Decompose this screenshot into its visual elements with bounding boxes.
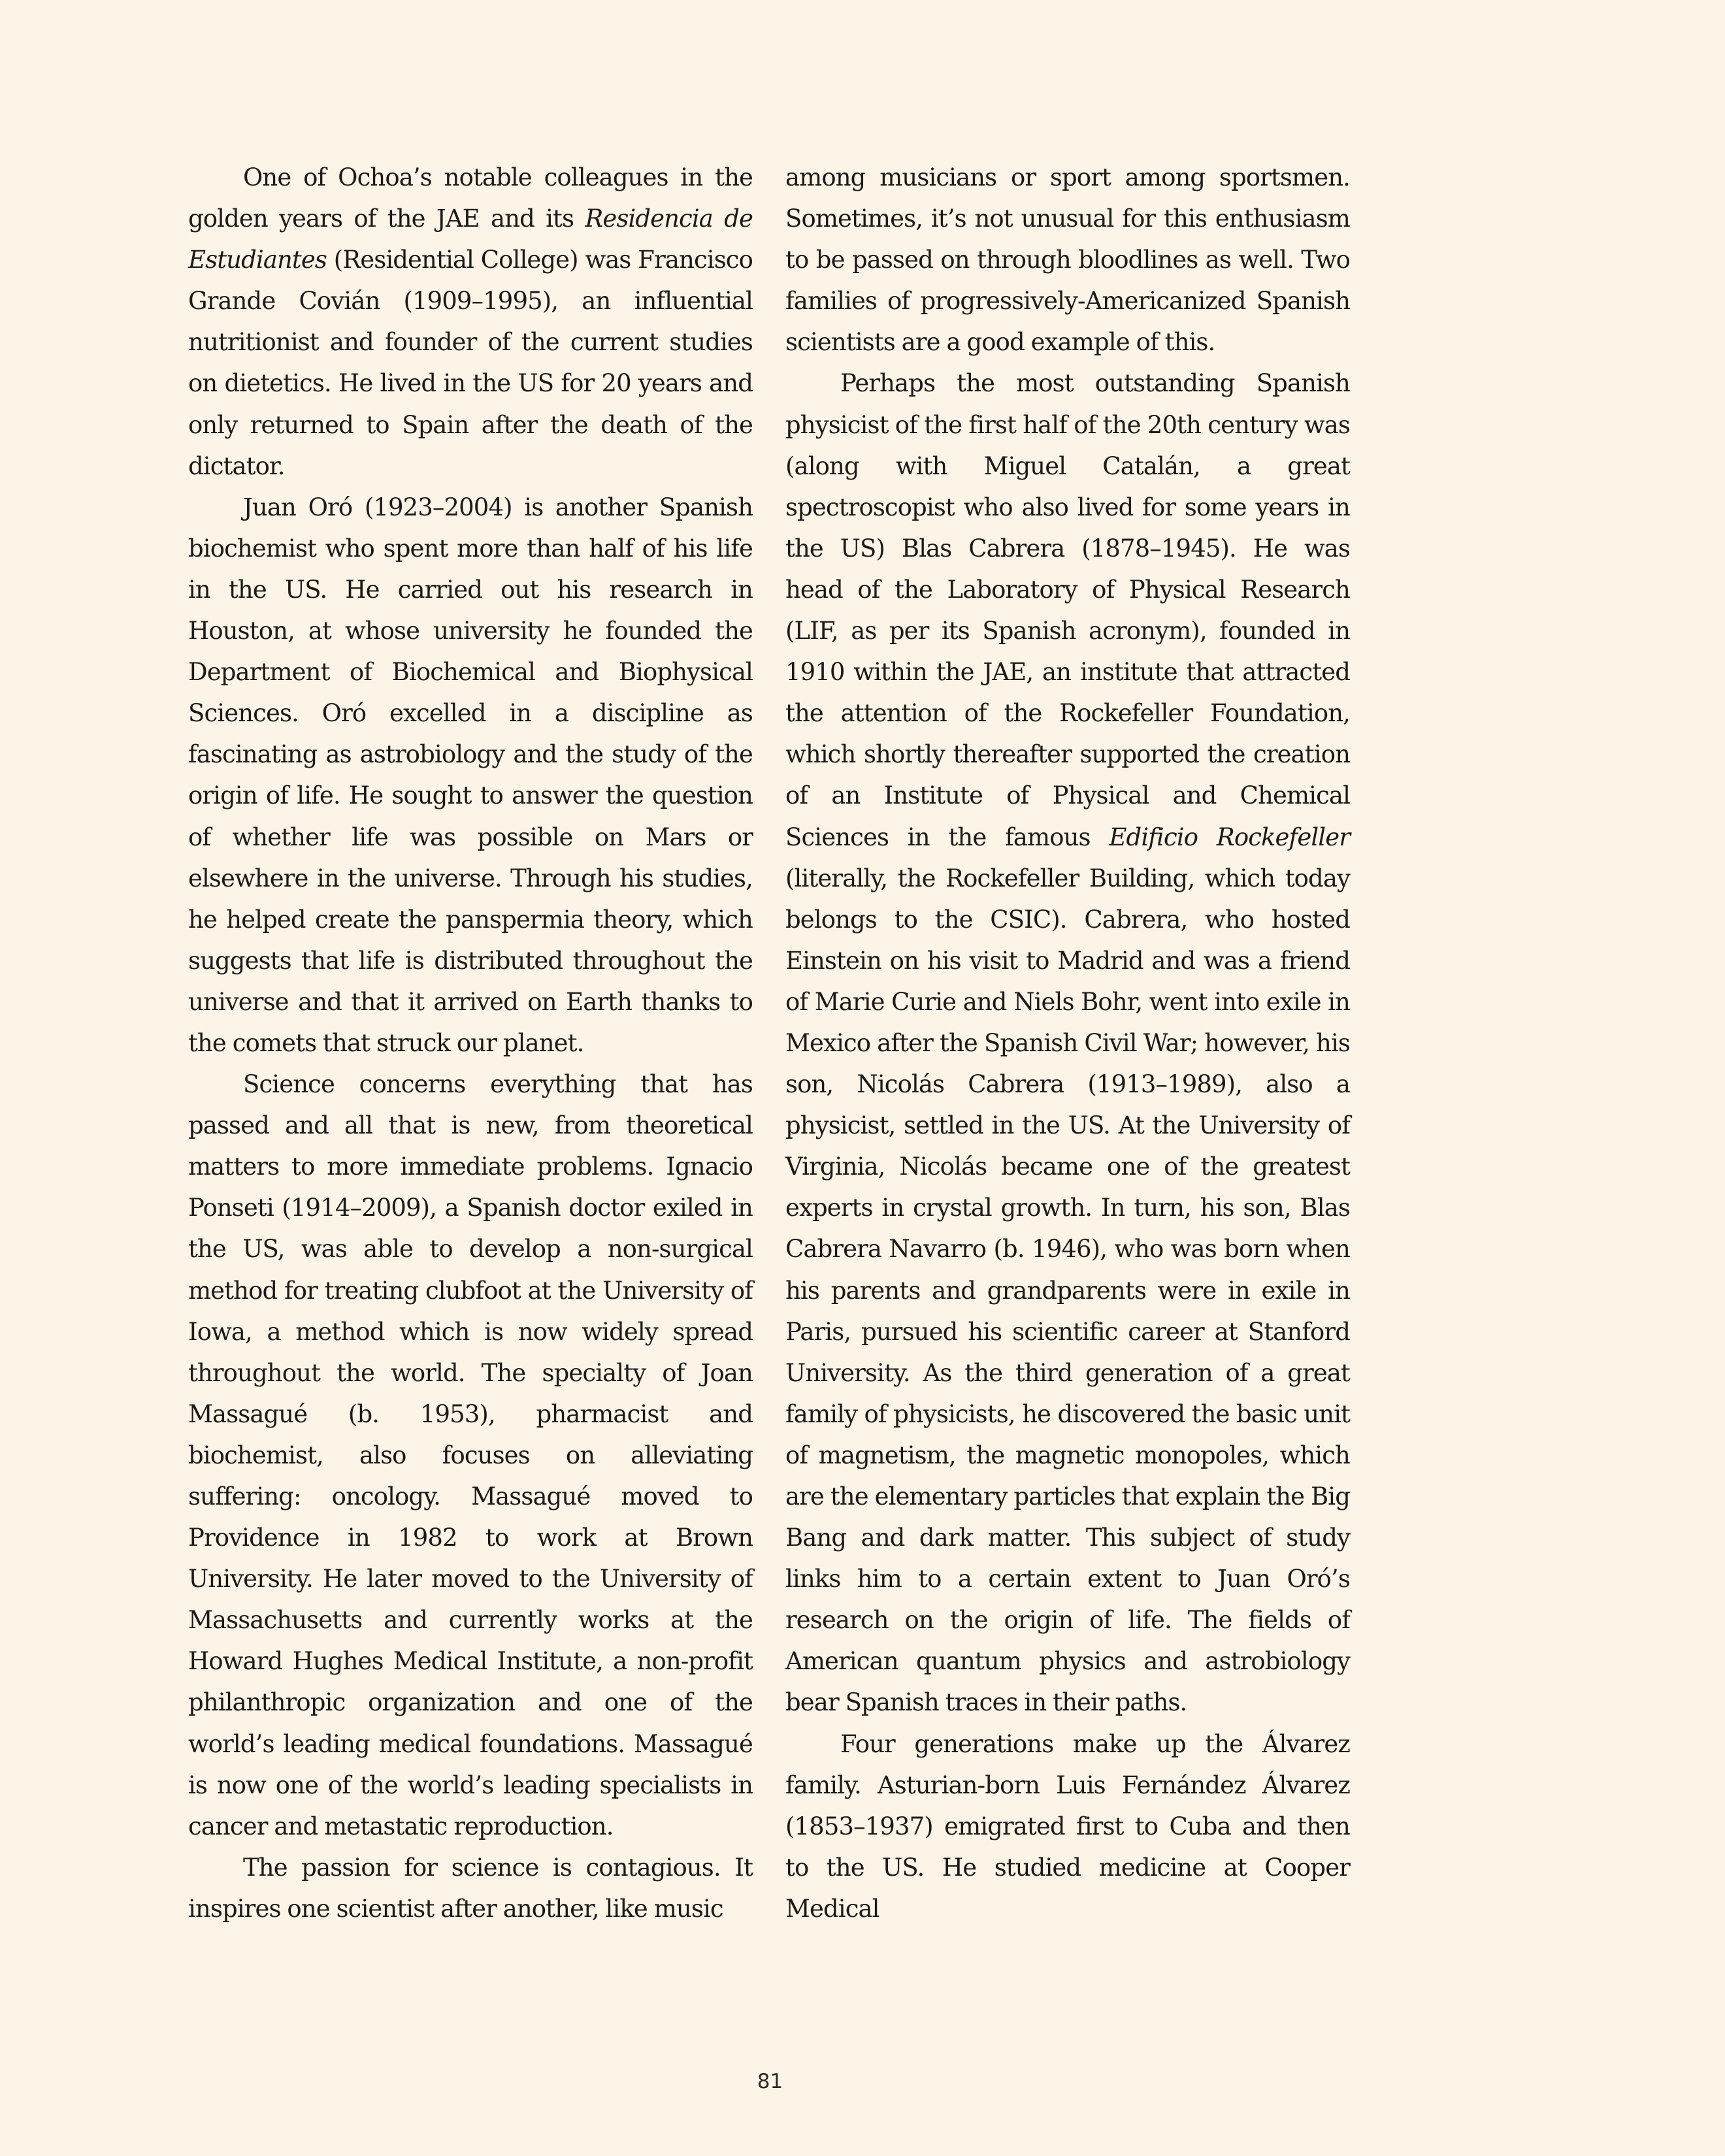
paragraph-juan-oro: Juan Oró (1923–2004) is another Spanish biochemist who spent more than half of his life in the US. He carried out his research in Houston, at whose university he founded the Department of Biochemical and Biophysical Sciences. Oró excelled in a discipline as fascinating as astrobiology and the study of the origin of life. He sought to answer the question of whether life was possible on Mars or elsewhere in the universe. Through his studies, he helped create the panspermia theory, which suggests that life is distributed throughout the universe and that it arrived on Earth thanks to the comets that struck our planet.	[188, 493, 753, 1057]
italic-term: Edificio Rockefeller	[1109, 823, 1350, 851]
paragraph-alvarez-family: Four generations make up the Álvarez family. Asturian-born Luis Fernández Álvarez (1853–1937) emigrated first to Cuba and then to the US. He studied medicine at Cooper Medical	[785, 1729, 1350, 1923]
paragraph-text: (literally, the Rockefeller Building, which today belongs to the CSIC). Cabrera, who hosted Einstein on his visit to Madrid and was a friend of Marie Curie and Niels Bohr, went into exile in Mexico after the Spanish Civil War; however, his son, Nicolás Cabrera (1913–1989), also a physicist, settled in the US. At the University of Virginia, Nicolás became one of the greatest experts in crystal growth. In turn, his son, Blas Cabrera Navarro (b. 1946), who was born when his parents and grandparents were in exile in Paris, pursued his scientific career at Stanford University. As the third generation of a great family of physicists, he discovered the basic unit of magnetism, the magnetic monopoles, which are the elementary particles that explain the Big Bang and dark matter. This subject of study links him to a certain extent to Juan Oró’s research on the origin of life. The fields of American quantum physics and astrobiology bear Spanish traces in their paths.	[785, 864, 1350, 1717]
paragraph-text: One of Ochoa’s notable colleagues in the golden years of the JAE and its	[188, 163, 753, 233]
left-column	[188, 157, 753, 1929]
paragraph-science-concerns: Science concerns everything that has passed and all that is new, from theoretical matters to more immediate problems. Ignacio Ponseti (1914–2009), a Spanish doctor exiled in the US, was able to develop a non-surgical method for treating clubfoot at the University of Iowa, a method which is now widely spread throughout the world. The specialty of Joan Massagué (b. 1953), pharmacist and biochemist, also focuses on alleviating suffering: oncology. Massagué moved to Providence in 1982 to work at Brown University. He later moved to the University of Massachusetts and currently works at the Howard Hughes Medical Institute, a non-profit philanthropic organization and one of the world’s leading medical foundations. Massagué is now one of the world’s leading specialists in cancer and metastatic reproduction.	[188, 1070, 753, 1840]
paragraph-grande-covian	[188, 157, 753, 487]
paragraph-blas-cabrera	[785, 363, 1350, 1723]
paragraph-text: Perhaps the most outstanding Spanish physicist of the first half of the 20th century was (along with Miguel Catalán, a great spectroscopist who also lived for some years in the US) Blas Cabrera (1878–1945). He was head of the Laboratory of Physical Research (LIF, as per its Spanish acronym), founded in 1910 within the JAE, an institute that attracted the attention of the Rockefeller Foundation, which shortly thereafter supported the creation of an Institute of Physical and Chemical Sciences in the famous	[785, 369, 1350, 851]
page-number	[0, 2070, 1540, 2093]
right-column	[785, 157, 1350, 1929]
paragraph-continuation: among musicians or sport among sportsmen. Sometimes, it’s not unusual for this enthusiasm to be passed on through bloodlines as well. Two families of progressively-Americanized Spanish scientists are a good example of this.	[785, 163, 1350, 357]
page-number-text: 81	[757, 2070, 783, 2093]
paragraph-text: (Residential College) was Francisco Grande Covián (1909–1995), an influential nutritionist and founder of the current studies on dietetics. He lived in the US for 20 years and only returned to Spain after the death of the dictator.	[188, 246, 753, 480]
paragraph-passion-for-science: The passion for science is contagious. It inspires one scientist after another, like music	[188, 1853, 753, 1923]
italic-term: Residencia de Estudiantes	[188, 204, 753, 274]
